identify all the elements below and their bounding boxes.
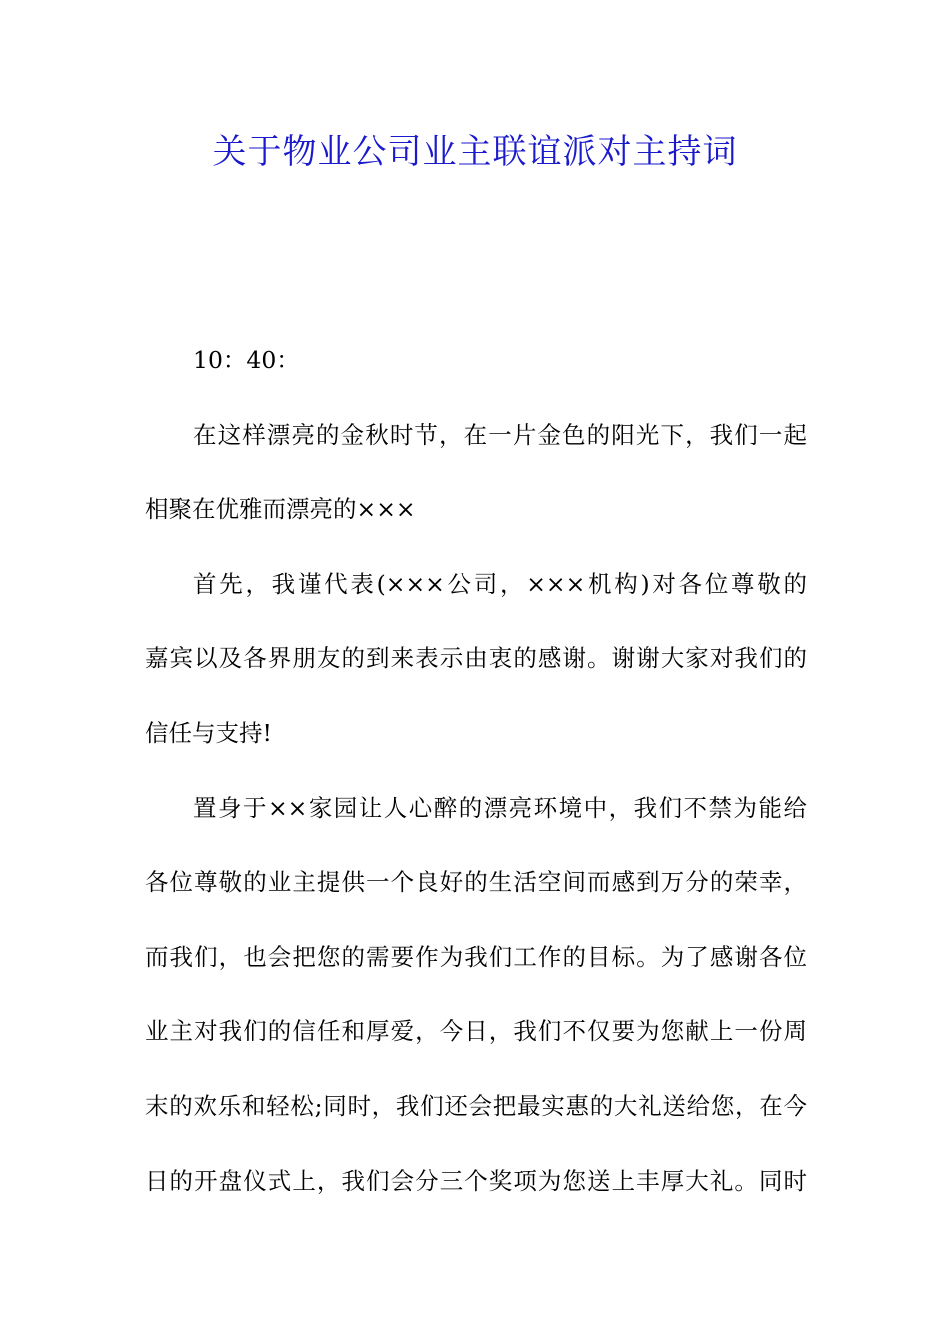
paragraph-line: 业主对我们的信任和厚爱，今日，我们不仅要为您献上一份周 [145,1017,807,1046]
paragraph-line: 各位尊敬的业主提供一个良好的生活空间而感到万分的荣幸， [145,868,807,897]
paragraph-line: 相聚在优雅而漂亮的××× [145,495,416,524]
document-title: 关于物业公司业主联谊派对主持词 [212,132,738,172]
document-body [145,335,807,1230]
paragraph-line: 置身于××家园让人心醉的漂亮环境中，我们不禁为能给 [193,793,807,822]
paragraph-line: 在这样漂亮的金秋时节，在一片金色的阳光下，我们一起 [193,420,807,449]
paragraph-line-time: 10：40： [193,346,300,374]
paragraph-line: 而我们，也会把您的需要作为我们工作的目标。为了感谢各位 [145,942,807,971]
paragraph-line: 末的欢乐和轻松;同时，我们还会把最实惠的大礼送给您，在今 [145,1091,807,1120]
paragraph-line: 信任与支持! [145,718,272,747]
paragraph-line: 首先，我谨代表(×××公司，×××机构)对各位尊敬的 [193,569,807,598]
paragraph-line: 日的开盘仪式上，我们会分三个奖项为您送上丰厚大礼。同时 [145,1166,807,1195]
paragraph-line: 嘉宾以及各界朋友的到来表示由衷的感谢。谢谢大家对我们的 [145,644,807,673]
